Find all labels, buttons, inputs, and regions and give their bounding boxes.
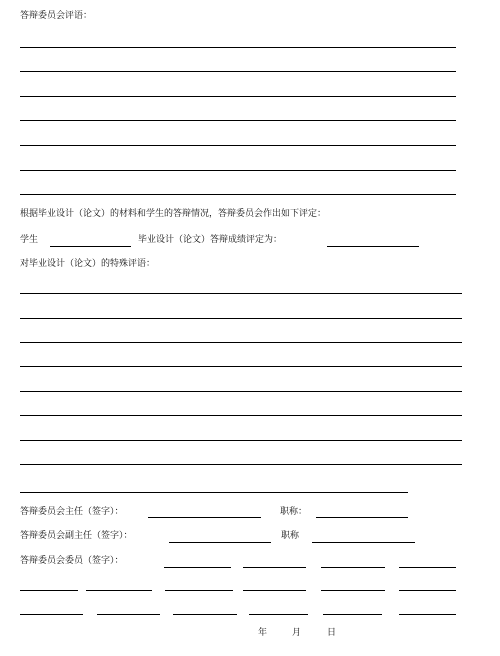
vice-chair-signature-field[interactable]	[169, 542, 271, 543]
special-comment-line	[20, 464, 462, 465]
student-label: 学生	[20, 235, 39, 245]
member-signature-field[interactable]	[399, 590, 456, 591]
special-comment-line	[20, 342, 462, 343]
comment-line	[20, 71, 456, 72]
chair-signature-field[interactable]	[148, 517, 261, 518]
vice-chair-signature-label: 答辩委员会副主任（签字）：	[20, 531, 133, 541]
vice-chair-title-field[interactable]	[312, 542, 415, 543]
member-signature-field[interactable]	[86, 590, 152, 591]
member-signature-field[interactable]	[20, 590, 78, 591]
comment-line	[20, 120, 456, 121]
member-signature-field[interactable]	[323, 614, 382, 615]
member-signature-field[interactable]	[399, 567, 456, 568]
member-signature-field[interactable]	[399, 614, 456, 615]
special-comment-line	[20, 415, 462, 416]
member-signature-field[interactable]	[164, 567, 231, 568]
member-signature-field[interactable]	[249, 614, 308, 615]
date-month: 月	[292, 628, 302, 638]
chair-title-field[interactable]	[316, 517, 408, 518]
member-signature-field[interactable]	[173, 614, 237, 615]
chair-signature-label: 答辩委员会主任（签字）：	[20, 507, 124, 517]
comment-line	[20, 194, 456, 195]
date-day: 日	[327, 628, 337, 638]
member-signature-field[interactable]	[97, 614, 160, 615]
grade-label: 毕业设计（论文）答辩成绩评定为：	[138, 235, 283, 245]
chair-title-label: 职称：	[280, 507, 308, 517]
member-signature-field[interactable]	[20, 614, 83, 615]
special-comment-line	[20, 366, 462, 367]
members-signature-label: 答辩委员会委员（签字）：	[20, 556, 124, 566]
special-comment-line	[20, 440, 462, 441]
member-signature-field[interactable]	[321, 590, 385, 591]
special-comment-line	[20, 318, 462, 319]
committee-comment-label: 答辩委员会评语：	[20, 11, 93, 21]
special-comment-line	[20, 293, 462, 294]
comment-line	[20, 145, 456, 146]
member-signature-field[interactable]	[165, 590, 233, 591]
comment-line	[20, 170, 456, 171]
comment-line	[20, 47, 456, 48]
student-name-field[interactable]	[50, 246, 131, 247]
special-comment-line	[20, 492, 408, 493]
member-signature-field[interactable]	[321, 567, 385, 568]
vice-chair-title-label: 职称	[281, 531, 300, 541]
grade-field[interactable]	[327, 246, 419, 247]
special-comment-line	[20, 391, 462, 392]
special-comment-label: 对毕业设计（论文）的特殊评语：	[20, 259, 156, 269]
comment-line	[20, 96, 456, 97]
date-year: 年	[258, 628, 268, 638]
member-signature-field[interactable]	[243, 590, 306, 591]
member-signature-field[interactable]	[243, 567, 306, 568]
decision-sentence: 根据毕业设计（论文）的材料和学生的答辩情况，答辩委员会作出如下评定：	[20, 209, 327, 219]
